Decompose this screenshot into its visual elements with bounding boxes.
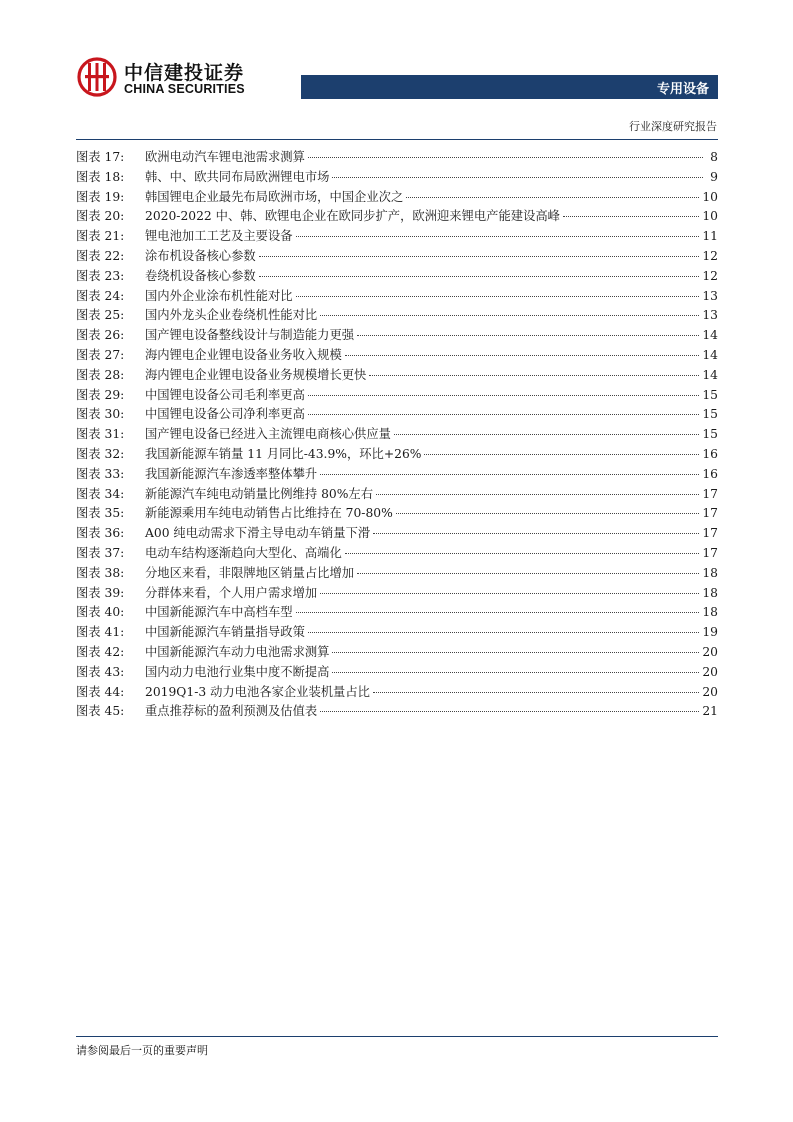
toc-leader-dots (376, 494, 699, 495)
logo-english-name: CHINA SECURITIES (124, 82, 245, 96)
toc-figure-label: 图表 32: (76, 446, 125, 461)
header-divider (76, 139, 718, 140)
toc-leader-dots (369, 375, 699, 376)
toc-figure-title: 中国新能源汽车中高档车型 (145, 605, 293, 620)
toc-figure-label: 图表 26: (76, 328, 125, 343)
toc-figure-label: 图表 21: (76, 229, 125, 244)
toc-leader-dots (259, 276, 700, 277)
toc-figure-title: 中国锂电设备公司毛利率更高 (145, 387, 305, 402)
toc-entry[interactable] (76, 663, 718, 683)
toc-leader-dots (320, 711, 699, 712)
toc-leader-dots (357, 335, 699, 336)
logo-chinese-name: 中信建投证券 (124, 62, 245, 84)
header-category: 专用设备 (656, 82, 709, 97)
toc-entry[interactable] (76, 445, 718, 465)
toc-leader-dots (259, 256, 700, 257)
toc-figure-title: 国内外龙头企业卷绕机性能对比 (145, 308, 318, 323)
toc-page-number: 15 (702, 407, 718, 422)
toc-figure-title: 涂布机设备核心参数 (145, 248, 256, 263)
toc-figure-title: 中国锂电设备公司净利率更高 (145, 407, 305, 422)
toc-leader-dots (345, 553, 700, 554)
toc-page-number: 16 (702, 446, 718, 461)
toc-figure-label: 图表 42: (76, 644, 125, 659)
toc-page-number: 14 (702, 367, 718, 382)
toc-entry[interactable] (76, 386, 718, 406)
toc-figure-label: 图表 37: (76, 545, 125, 560)
toc-entry[interactable] (76, 326, 718, 346)
toc-figure-label: 图表 40: (76, 605, 125, 620)
toc-figure-label: 图表 31: (76, 427, 125, 442)
toc-leader-dots (332, 672, 699, 673)
toc-entry[interactable] (76, 524, 718, 544)
toc-page-number: 12 (702, 268, 718, 283)
toc-entry[interactable] (76, 346, 718, 366)
toc-leader-dots (424, 454, 699, 455)
toc-entry[interactable] (76, 702, 718, 722)
toc-page-number: 20 (702, 664, 718, 679)
toc-figure-title: 中国新能源汽车动力电池需求测算 (145, 644, 330, 659)
toc-leader-dots (332, 177, 703, 178)
toc-figure-title: 欧洲电动汽车锂电池需求测算 (145, 150, 305, 164)
toc-figure-title: 我国新能源车销量 11 月同比-43.9%，环比+26% (145, 446, 422, 461)
toc-entry[interactable] (76, 504, 718, 524)
toc-entry[interactable] (76, 564, 718, 584)
logo-emblem-icon (76, 56, 118, 98)
toc-leader-dots (332, 652, 699, 653)
toc-entry[interactable] (76, 267, 718, 287)
toc-page-number: 12 (702, 248, 718, 263)
toc-page-number: 17 (702, 526, 718, 541)
toc-leader-dots (396, 513, 700, 514)
toc-figure-title: 卷绕机设备核心参数 (145, 268, 256, 283)
toc-leader-dots (320, 315, 699, 316)
toc-page-number: 14 (702, 328, 718, 343)
toc-figure-label: 图表 41: (76, 625, 125, 640)
toc-leader-dots (296, 296, 700, 297)
toc-page-number: 13 (702, 308, 718, 323)
toc-leader-dots (308, 157, 703, 158)
toc-page-number: 13 (702, 288, 718, 303)
toc-leader-dots (345, 355, 700, 356)
toc-figure-label: 图表 27: (76, 347, 125, 362)
toc-page-number: 18 (702, 605, 718, 620)
toc-leader-dots (394, 434, 699, 435)
toc-entry[interactable] (76, 485, 718, 505)
toc-figure-title: 电动车结构逐渐趋向大型化、高端化 (145, 545, 342, 560)
toc-leader-dots (320, 474, 699, 475)
toc-page-number: 20 (702, 684, 718, 699)
toc-figure-label: 图表 25: (76, 308, 125, 323)
toc-leader-dots (406, 197, 699, 198)
toc-figure-label: 图表 45: (76, 704, 125, 719)
toc-figure-title: 韩、中、欧共同布局欧洲锂电市场 (145, 169, 330, 184)
toc-leader-dots (373, 533, 699, 534)
toc-figure-title: 国内动力电池行业集中度不断提高 (145, 664, 330, 679)
toc-leader-dots (563, 216, 699, 217)
toc-entry[interactable] (76, 405, 718, 425)
toc-page-number: 19 (702, 625, 718, 640)
toc-page-number: 11 (702, 229, 718, 244)
toc-page-number: 17 (702, 486, 718, 501)
toc-entry[interactable] (76, 188, 718, 208)
toc-figure-label: 图表 18: (76, 169, 125, 184)
toc-leader-dots (373, 692, 699, 693)
toc-figure-label: 图表 24: (76, 288, 125, 303)
toc-entry[interactable] (76, 425, 718, 445)
toc-leader-dots (308, 632, 699, 633)
toc-entry[interactable] (76, 168, 718, 188)
toc-entry[interactable] (76, 148, 718, 168)
toc-figure-title: 2020-2022 中、韩、欧锂电企业在欧同步扩产，欧洲迎来锂电产能建设高峰 (145, 209, 560, 224)
toc-figure-label: 图表 44: (76, 684, 125, 699)
toc-figure-title: 海内锂电企业锂电设备业务规模增长更快 (145, 367, 367, 382)
toc-figure-title: 分地区来看，非限牌地区销量占比增加 (145, 565, 355, 580)
toc-leader-dots (308, 395, 699, 396)
toc-figure-label: 图表 43: (76, 664, 125, 679)
toc-figure-label: 图表 28: (76, 367, 125, 382)
toc-figure-title: 新能源汽车纯电动销量比例维持 80%左右 (145, 486, 373, 501)
toc-figure-label: 图表 36: (76, 526, 125, 541)
toc-figure-title: 新能源乘用车纯电动销售占比维持在 70-80% (145, 506, 393, 521)
toc-figure-label: 图表 19: (76, 189, 125, 204)
toc-figure-label: 图表 38: (76, 565, 125, 580)
toc-figure-title: 2019Q1-3 动力电池各家企业装机量占比 (145, 684, 370, 699)
toc-figure-label: 图表 34: (76, 486, 125, 501)
toc-figure-title: 国产锂电设备已经进入主流锂电商核心供应量 (145, 427, 391, 442)
toc-page-number: 10 (702, 209, 718, 224)
toc-leader-dots (296, 236, 700, 237)
toc-entry[interactable] (76, 366, 718, 386)
toc-page-number: 14 (702, 347, 718, 362)
toc-figure-label: 图表 33: (76, 466, 125, 481)
toc-figure-label: 图表 39: (76, 585, 125, 600)
toc-page-number: 15 (702, 387, 718, 402)
toc-page-number: 17 (702, 506, 718, 521)
toc-entry[interactable] (76, 544, 718, 564)
toc-leader-dots (357, 573, 699, 574)
toc-figure-title: 重点推荐标的盈利预测及估值表 (145, 704, 318, 719)
toc-figure-title: 海内锂电企业锂电设备业务收入规模 (145, 347, 342, 362)
toc-figure-label: 图表 30: (76, 407, 125, 422)
header-category-bar (301, 75, 718, 99)
footer-disclaimer: 请参阅最后一页的重要声明 (76, 1044, 208, 1057)
toc-figure-title: 中国新能源汽车销量指导政策 (145, 625, 305, 640)
toc-figure-label: 图表 17: (76, 150, 125, 164)
figure-index (76, 148, 718, 722)
toc-figure-title: 国内外企业涂布机性能对比 (145, 288, 293, 303)
toc-entry[interactable] (76, 247, 718, 267)
toc-entry[interactable] (76, 465, 718, 485)
toc-figure-title: 我国新能源汽车渗透率整体攀升 (145, 466, 318, 481)
toc-figure-title: 锂电池加工工艺及主要设备 (145, 229, 293, 244)
toc-entry[interactable] (76, 287, 718, 307)
toc-figure-title: 分群体来看，个人用户需求增加 (145, 585, 318, 600)
toc-leader-dots (308, 414, 699, 415)
toc-page-number: 18 (702, 565, 718, 580)
report-type: 行业深度研究报告 (629, 120, 717, 133)
toc-figure-label: 图表 20: (76, 209, 125, 224)
toc-entry[interactable] (76, 207, 718, 227)
toc-entry[interactable] (76, 306, 718, 326)
toc-page-number: 10 (702, 189, 718, 204)
toc-figure-label: 图表 29: (76, 387, 125, 402)
toc-leader-dots (320, 593, 699, 594)
toc-entry[interactable] (76, 584, 718, 604)
company-logo (76, 56, 252, 100)
toc-entry[interactable] (76, 227, 718, 247)
toc-figure-label: 图表 23: (76, 268, 125, 283)
toc-figure-title: 韩国锂电企业最先布局欧洲市场，中国企业次之 (145, 189, 404, 204)
toc-figure-title: 国产锂电设备整线设计与制造能力更强 (145, 328, 355, 343)
toc-page-number: 16 (702, 466, 718, 481)
toc-page-number: 20 (702, 644, 718, 659)
toc-page-number: 8 (710, 150, 718, 164)
toc-figure-label: 图表 22: (76, 248, 125, 263)
toc-page-number: 15 (702, 427, 718, 442)
toc-page-number: 18 (702, 585, 718, 600)
toc-entry[interactable] (76, 643, 718, 663)
toc-page-number: 21 (702, 704, 718, 719)
toc-page-number: 9 (710, 169, 718, 184)
toc-entry[interactable] (76, 623, 718, 643)
toc-leader-dots (296, 612, 700, 613)
toc-entry[interactable] (76, 683, 718, 703)
footer-divider (76, 1036, 718, 1037)
toc-figure-label: 图表 35: (76, 506, 125, 521)
toc-page-number: 17 (702, 545, 718, 560)
toc-figure-title: A00 纯电动需求下滑主导电动车销量下滑 (145, 526, 371, 541)
toc-entry[interactable] (76, 603, 718, 623)
